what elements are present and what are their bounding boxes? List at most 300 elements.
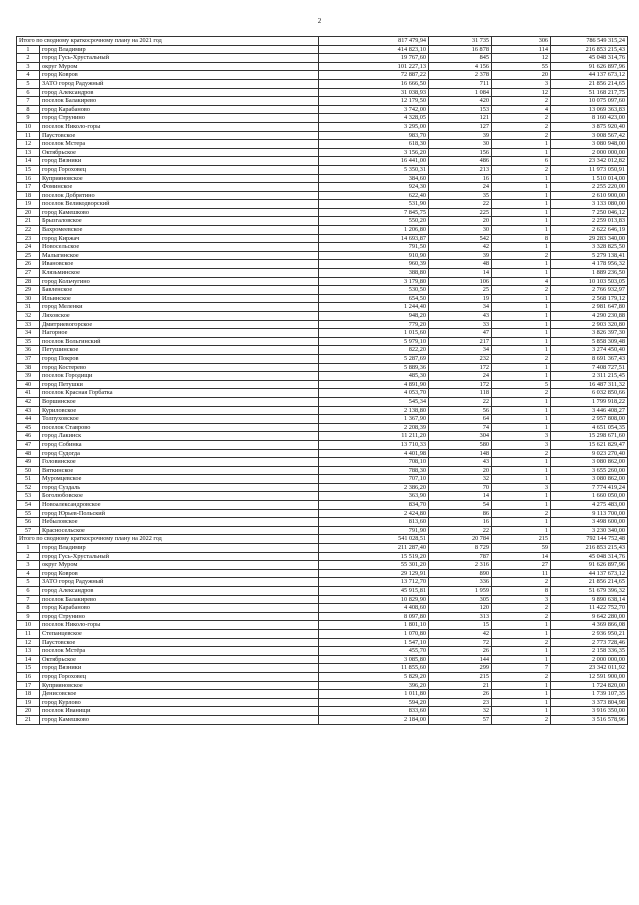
table-row	[17, 569, 628, 578]
cost-cell: 1 739 107,35	[551, 690, 628, 699]
row-number-cell: 53	[17, 492, 40, 501]
residents-cell: 24	[429, 372, 492, 381]
cost-cell: 2 255 220,00	[551, 183, 628, 192]
residents-cell: 70	[429, 483, 492, 492]
residents-cell: 172	[429, 363, 492, 372]
row-number-cell: 4	[17, 71, 40, 80]
cost-cell: 7 774 419,24	[551, 483, 628, 492]
cost-cell: 2 981 647,80	[551, 303, 628, 312]
municipality-cell: город Собинка	[40, 440, 319, 449]
houses-count-cell: 8	[492, 234, 551, 243]
table-row	[17, 226, 628, 235]
cost-cell: 3 133 080,00	[551, 200, 628, 209]
municipality-cell: округ Муром	[40, 561, 319, 570]
cost-cell: 3 826 397,30	[551, 329, 628, 338]
area-cell: 960,39	[319, 260, 429, 269]
table-row	[17, 449, 628, 458]
table-total-row	[17, 535, 628, 544]
cost-cell: 9 113 700,00	[551, 509, 628, 518]
row-number-cell: 41	[17, 389, 40, 398]
table-row	[17, 707, 628, 716]
area-cell: 531,90	[319, 200, 429, 209]
residents-cell: 26	[429, 690, 492, 699]
row-number-cell: 27	[17, 269, 40, 278]
cost-cell: 21 856 214,65	[551, 578, 628, 587]
cost-cell: 45 048 314,76	[551, 552, 628, 561]
municipality-cell: Ляховское	[40, 312, 319, 321]
cost-cell: 44 137 673,12	[551, 569, 628, 578]
table-row	[17, 612, 628, 621]
total-label-cell: Итого по сводному краткосрочному плану на 2021 год	[17, 37, 319, 46]
table-row	[17, 269, 628, 278]
area-cell: 822,20	[319, 346, 429, 355]
residents-cell: 486	[429, 157, 492, 166]
cost-cell: 4 369 866,08	[551, 621, 628, 630]
houses-count-cell: 1	[492, 346, 551, 355]
cost-cell: 12 591 900,00	[551, 672, 628, 681]
area-cell: 2 184,00	[319, 715, 429, 724]
page-number: 2	[317, 17, 322, 25]
houses-count-cell: 1	[492, 690, 551, 699]
table-row	[17, 690, 628, 699]
area-cell: 983,70	[319, 131, 429, 140]
cost-cell: 3 080 862,00	[551, 458, 628, 467]
cost-cell: 4 178 956,32	[551, 260, 628, 269]
residents-cell: 54	[429, 501, 492, 510]
table-row	[17, 320, 628, 329]
houses-count-cell: 4	[492, 277, 551, 286]
houses-count-cell: 5	[492, 380, 551, 389]
cost-cell: 9 023 270,40	[551, 449, 628, 458]
table-row	[17, 483, 628, 492]
houses-count-cell: 1	[492, 303, 551, 312]
residents-cell: 16	[429, 518, 492, 527]
cost-cell: 44 137 673,12	[551, 71, 628, 80]
municipality-cell: Октябрьское	[40, 148, 319, 157]
area-cell: 545,34	[319, 397, 429, 406]
area-cell: 396,20	[319, 681, 429, 690]
cost-cell: 8 160 423,00	[551, 114, 628, 123]
houses-count-cell: 1	[492, 320, 551, 329]
municipality-cell: город Александров	[40, 587, 319, 596]
area-cell: 2 386,20	[319, 483, 429, 492]
row-number-cell: 51	[17, 475, 40, 484]
row-number-cell: 21	[17, 715, 40, 724]
table-row	[17, 148, 628, 157]
table-row	[17, 406, 628, 415]
houses-count-cell: 1	[492, 208, 551, 217]
municipality-cell: город Юрьев-Польский	[40, 509, 319, 518]
residents-cell: 24	[429, 183, 492, 192]
row-number-cell: 55	[17, 509, 40, 518]
houses-count-cell: 1	[492, 226, 551, 235]
table-row	[17, 114, 628, 123]
row-number-cell: 18	[17, 191, 40, 200]
cost-cell: 2 903 320,80	[551, 320, 628, 329]
cost-cell: 792 144 752,48	[551, 535, 628, 544]
residents-cell: 106	[429, 277, 492, 286]
municipality-cell: Новосельское	[40, 243, 319, 252]
table-row	[17, 561, 628, 570]
row-number-cell: 49	[17, 458, 40, 467]
houses-count-cell: 2	[492, 612, 551, 621]
houses-count-cell: 1	[492, 707, 551, 716]
area-cell: 3 179,80	[319, 277, 429, 286]
residents-cell: 86	[429, 509, 492, 518]
table-row	[17, 329, 628, 338]
houses-count-cell: 3	[492, 79, 551, 88]
houses-count-cell: 2	[492, 165, 551, 174]
municipality-cell: Головинское	[40, 458, 319, 467]
row-number-cell: 9	[17, 612, 40, 621]
area-cell: 8 097,80	[319, 612, 429, 621]
row-number-cell: 29	[17, 286, 40, 295]
municipality-cell: Октябрьское	[40, 655, 319, 664]
residents-cell: 580	[429, 440, 492, 449]
municipality-cell: Небыловское	[40, 518, 319, 527]
residents-cell: 1 959	[429, 587, 492, 596]
municipality-cell: Паустовское	[40, 131, 319, 140]
municipality-cell: город Костерево	[40, 363, 319, 372]
row-number-cell: 57	[17, 526, 40, 535]
cost-cell: 5 858 309,48	[551, 337, 628, 346]
municipality-cell: город Ковров	[40, 71, 319, 80]
table-row	[17, 346, 628, 355]
row-number-cell: 48	[17, 449, 40, 458]
cost-cell: 51 168 217,75	[551, 88, 628, 97]
residents-cell: 2 378	[429, 71, 492, 80]
residents-cell: 42	[429, 629, 492, 638]
municipality-cell: Степанцевское	[40, 629, 319, 638]
municipality-cell: город Камешково	[40, 715, 319, 724]
row-number-cell: 24	[17, 243, 40, 252]
houses-count-cell: 1	[492, 647, 551, 656]
row-number-cell: 30	[17, 294, 40, 303]
residents-cell: 20 784	[429, 535, 492, 544]
residents-cell: 16 878	[429, 45, 492, 54]
residents-cell: 33	[429, 320, 492, 329]
area-cell: 7 845,75	[319, 208, 429, 217]
row-number-cell: 3	[17, 62, 40, 71]
cost-cell: 4 275 483,00	[551, 501, 628, 510]
row-number-cell: 20	[17, 208, 40, 217]
table-row	[17, 105, 628, 114]
table-row	[17, 62, 628, 71]
municipality-cell: Муромцевское	[40, 475, 319, 484]
residents-cell: 121	[429, 114, 492, 123]
houses-count-cell: 2	[492, 604, 551, 613]
table-row	[17, 715, 628, 724]
houses-count-cell: 2	[492, 509, 551, 518]
row-number-cell: 16	[17, 672, 40, 681]
houses-count-cell: 2	[492, 251, 551, 260]
municipality-cell: Петушинское	[40, 346, 319, 355]
area-cell: 622,40	[319, 191, 429, 200]
houses-count-cell: 1	[492, 372, 551, 381]
row-number-cell: 2	[17, 552, 40, 561]
area-cell: 550,20	[319, 217, 429, 226]
residents-cell: 127	[429, 122, 492, 131]
cost-cell: 3 230 340,00	[551, 526, 628, 535]
table-row	[17, 638, 628, 647]
municipality-cell: город Киржач	[40, 234, 319, 243]
houses-count-cell: 1	[492, 518, 551, 527]
row-number-cell: 26	[17, 260, 40, 269]
row-number-cell: 46	[17, 432, 40, 441]
area-cell: 31 038,93	[319, 88, 429, 97]
residents-cell: 34	[429, 346, 492, 355]
cost-cell: 3 274 450,40	[551, 346, 628, 355]
row-number-cell: 13	[17, 148, 40, 157]
houses-count-cell: 1	[492, 501, 551, 510]
row-number-cell: 17	[17, 681, 40, 690]
table-row	[17, 552, 628, 561]
row-number-cell: 10	[17, 621, 40, 630]
area-cell: 1 070,80	[319, 629, 429, 638]
table-row	[17, 165, 628, 174]
cost-cell: 16 487 311,32	[551, 380, 628, 389]
houses-count-cell: 1	[492, 681, 551, 690]
table-row	[17, 475, 628, 484]
houses-count-cell: 2	[492, 449, 551, 458]
municipality-cell: город Вязники	[40, 157, 319, 166]
municipality-cell: поселок Добрятино	[40, 191, 319, 200]
houses-count-cell: 1	[492, 183, 551, 192]
residents-cell: 225	[429, 208, 492, 217]
houses-count-cell: 1	[492, 526, 551, 535]
area-cell: 3 085,80	[319, 655, 429, 664]
row-number-cell: 39	[17, 372, 40, 381]
municipality-cell: город Владимир	[40, 45, 319, 54]
total-label-cell: Итого по сводному краткосрочному плану на 2022 год	[17, 535, 319, 544]
area-cell: 11 855,60	[319, 664, 429, 673]
municipality-cell: поселок Мстёра	[40, 647, 319, 656]
municipality-cell: поселок Николо-горы	[40, 621, 319, 630]
houses-count-cell: 1	[492, 406, 551, 415]
table-row	[17, 492, 628, 501]
table-row	[17, 337, 628, 346]
area-cell: 388,80	[319, 269, 429, 278]
municipality-cell: город Карабаново	[40, 105, 319, 114]
row-number-cell: 32	[17, 312, 40, 321]
area-cell: 12 179,50	[319, 97, 429, 106]
area-cell: 779,20	[319, 320, 429, 329]
cost-cell: 6 032 850,66	[551, 389, 628, 398]
municipality-cell: округ Муром	[40, 62, 319, 71]
cost-cell: 8 691 367,43	[551, 354, 628, 363]
area-cell: 4 053,70	[319, 389, 429, 398]
row-number-cell: 22	[17, 226, 40, 235]
residents-cell: 34	[429, 303, 492, 312]
row-number-cell: 42	[17, 397, 40, 406]
residents-cell: 313	[429, 612, 492, 621]
area-cell: 414 823,10	[319, 45, 429, 54]
table-row	[17, 71, 628, 80]
houses-count-cell: 27	[492, 561, 551, 570]
row-number-cell: 19	[17, 200, 40, 209]
residents-cell: 787	[429, 552, 492, 561]
row-number-cell: 15	[17, 165, 40, 174]
residents-cell: 305	[429, 595, 492, 604]
municipality-cell: город Владимир	[40, 544, 319, 553]
cost-cell: 2 000 000,00	[551, 655, 628, 664]
houses-count-cell: 1	[492, 260, 551, 269]
area-cell: 817 479,94	[319, 37, 429, 46]
row-number-cell: 28	[17, 277, 40, 286]
table-row	[17, 509, 628, 518]
cost-cell: 3 446 408,27	[551, 406, 628, 415]
residents-cell: 156	[429, 148, 492, 157]
residents-cell: 172	[429, 380, 492, 389]
cost-cell: 23 342 012,82	[551, 157, 628, 166]
row-number-cell: 23	[17, 234, 40, 243]
residents-cell: 74	[429, 423, 492, 432]
area-cell: 3 295,00	[319, 122, 429, 131]
municipality-cell: город Покров	[40, 354, 319, 363]
municipality-cell: Клязьминское	[40, 269, 319, 278]
houses-count-cell: 1	[492, 200, 551, 209]
municipality-cell: поселок Городищи	[40, 372, 319, 381]
residents-cell: 48	[429, 260, 492, 269]
row-number-cell: 5	[17, 79, 40, 88]
municipality-cell: Красносельское	[40, 526, 319, 535]
residents-cell: 32	[429, 475, 492, 484]
municipality-cell: поселок Николо-горы	[40, 122, 319, 131]
cost-cell: 23 342 011,92	[551, 664, 628, 673]
houses-count-cell: 1	[492, 363, 551, 372]
table-row	[17, 122, 628, 131]
municipality-cell: поселок Вольгинский	[40, 337, 319, 346]
houses-count-cell: 215	[492, 535, 551, 544]
houses-count-cell: 12	[492, 54, 551, 63]
table-row	[17, 595, 628, 604]
municipality-cell: Денисовское	[40, 690, 319, 699]
municipality-cell: Вахромеевское	[40, 226, 319, 235]
houses-count-cell: 3	[492, 440, 551, 449]
row-number-cell: 15	[17, 664, 40, 673]
residents-cell: 299	[429, 664, 492, 673]
houses-count-cell: 1	[492, 475, 551, 484]
municipality-cell: Боголюбовское	[40, 492, 319, 501]
houses-count-cell: 1	[492, 629, 551, 638]
area-cell: 833,60	[319, 707, 429, 716]
row-number-cell: 45	[17, 423, 40, 432]
row-number-cell: 7	[17, 595, 40, 604]
cost-cell: 11 973 050,91	[551, 165, 628, 174]
table-row	[17, 397, 628, 406]
residents-cell: 542	[429, 234, 492, 243]
table-row	[17, 629, 628, 638]
municipality-cell: поселок Иванищи	[40, 707, 319, 716]
area-cell: 211 287,40	[319, 544, 429, 553]
houses-count-cell: 1	[492, 140, 551, 149]
cost-cell: 7 408 727,51	[551, 363, 628, 372]
cost-cell: 216 853 215,43	[551, 544, 628, 553]
area-cell: 5 350,31	[319, 165, 429, 174]
table-row	[17, 243, 628, 252]
row-number-cell: 8	[17, 105, 40, 114]
residents-cell: 57	[429, 715, 492, 724]
table-row	[17, 518, 628, 527]
row-number-cell: 16	[17, 174, 40, 183]
municipality-cell: ЗАТО город Радужный	[40, 578, 319, 587]
municipality-cell: поселок Мстера	[40, 140, 319, 149]
table-row	[17, 372, 628, 381]
table-row	[17, 260, 628, 269]
houses-count-cell: 2	[492, 715, 551, 724]
row-number-cell: 6	[17, 88, 40, 97]
houses-count-cell: 1	[492, 655, 551, 664]
area-cell: 16 441,00	[319, 157, 429, 166]
row-number-cell: 4	[17, 569, 40, 578]
row-number-cell: 11	[17, 629, 40, 638]
municipality-cell: Воршинское	[40, 397, 319, 406]
residents-cell: 144	[429, 655, 492, 664]
cost-cell: 2 957 808,00	[551, 415, 628, 424]
area-cell: 3 742,00	[319, 105, 429, 114]
cost-cell: 9 642 280,00	[551, 612, 628, 621]
cost-cell: 3 916 350,00	[551, 707, 628, 716]
residents-cell: 21	[429, 681, 492, 690]
cost-cell: 2 622 646,19	[551, 226, 628, 235]
row-number-cell: 47	[17, 440, 40, 449]
table-row	[17, 698, 628, 707]
area-cell: 16 666,50	[319, 79, 429, 88]
residents-cell: 215	[429, 672, 492, 681]
municipality-cell: Бавленское	[40, 286, 319, 295]
table-row	[17, 234, 628, 243]
table-row	[17, 277, 628, 286]
table-row	[17, 604, 628, 613]
area-cell: 1 244,40	[319, 303, 429, 312]
table-row	[17, 664, 628, 673]
area-cell: 2 208,39	[319, 423, 429, 432]
residents-cell: 43	[429, 312, 492, 321]
area-cell: 4 891,90	[319, 380, 429, 389]
cost-cell: 1 799 918,22	[551, 397, 628, 406]
row-number-cell: 18	[17, 690, 40, 699]
municipality-cell: Новоалександровское	[40, 501, 319, 510]
table-row	[17, 183, 628, 192]
table-row	[17, 380, 628, 389]
municipality-cell: город Лакинск	[40, 432, 319, 441]
cost-cell: 3 080 862,00	[551, 475, 628, 484]
area-cell: 707,10	[319, 475, 429, 484]
table-row	[17, 191, 628, 200]
cost-cell: 10 103 503,05	[551, 277, 628, 286]
cost-cell: 2 311 215,45	[551, 372, 628, 381]
area-cell: 1 801,10	[319, 621, 429, 630]
area-cell: 13 712,70	[319, 578, 429, 587]
municipality-cell: Вяткинское	[40, 466, 319, 475]
area-cell: 813,60	[319, 518, 429, 527]
area-cell: 15 519,20	[319, 552, 429, 561]
area-cell: 4 328,05	[319, 114, 429, 123]
residents-cell: 20	[429, 217, 492, 226]
table-row	[17, 174, 628, 183]
cost-cell: 786 549 315,24	[551, 37, 628, 46]
residents-cell: 118	[429, 389, 492, 398]
cost-cell: 1 724 820,00	[551, 681, 628, 690]
area-cell: 363,90	[319, 492, 429, 501]
row-number-cell: 13	[17, 647, 40, 656]
area-cell: 55 301,20	[319, 561, 429, 570]
table-row	[17, 466, 628, 475]
table-row	[17, 544, 628, 553]
residents-cell: 1 084	[429, 88, 492, 97]
residents-cell: 420	[429, 97, 492, 106]
area-cell: 791,90	[319, 526, 429, 535]
